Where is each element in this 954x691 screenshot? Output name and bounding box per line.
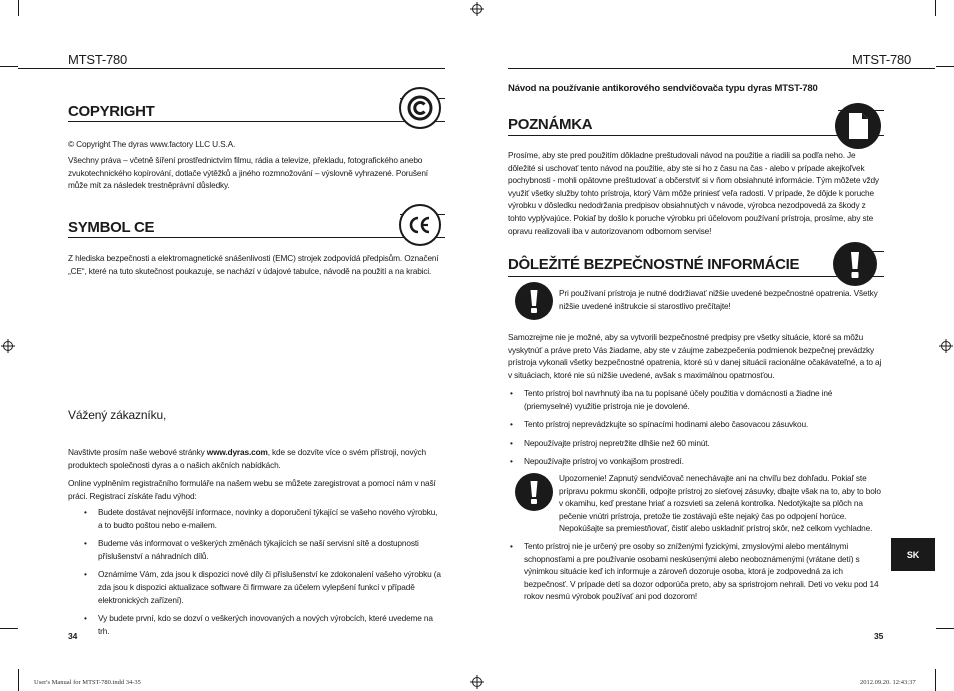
website-link[interactable]: www.dyras.com: [206, 447, 268, 457]
list-item: • Tento prístroj neprevádzkujte so spínacími hodinami alebo časovacou zásuvkou.: [510, 418, 882, 431]
registration-mark-icon: [1, 339, 15, 353]
registration-mark-icon: [470, 675, 484, 689]
registration-paragraph: Online vyplněním registračního formuláře na našem webu se můžete zaregistrovat a pomocí nám v naší práci. Registrací získáte řadu výhod:: [68, 478, 436, 501]
safety-title: DÔLEŽITÉ BEZPEČNOSTNÉ INFORMÁCIE: [508, 256, 800, 273]
list-item: • Nepoužívajte prístroj nepretržite dlhšie než 60 minút.: [510, 437, 882, 450]
list-item: • Vy budete první, kdo se dozví o veškerých inovovaných a nových výrobcích, které uvedeme na trh.: [84, 612, 442, 637]
safety-warning-2: Upozornenie! Zapnutý sendvičovač nenechávajte ani na chvíľu bez dohľadu. Pokiaľ ste prípravu pokrmu skončili, odpojte prístroj zo sieťovej zásuvky, dbajte však na to, aby to bolo v okamihu, keď prestane hriať a rozsvieti sa zelená kontrolka. Nedotýkajte sa plôch na pečenie vnútri prístroja, pretože tie zostávajú ešte nejaký čas po odpojení horúce. Nepokúšajte sa premiestňovať, čistiť alebo uskladniť prístroj skôr, než celkom vychladne.: [559, 473, 881, 534]
page-number: 34: [68, 631, 78, 641]
copyright-line: © Copyright The dyras www.factory LLC U.S.A.: [68, 139, 236, 149]
list-item: • Budeme vás informovat o veškerých změnách týkajících se naší servisní sítě a dostupnosti příslušenství a náhradních dílů.: [84, 537, 442, 562]
website-text-pre: Navštivte prosím naše webové stránky: [68, 447, 207, 457]
model-label: MTST-780: [68, 52, 128, 67]
copyright-paragraph: Všechny práva – včetně šíření prostřednictvím filmu, rádia a televize, překladu, fotografického anebo zvukotechnického kopírování, dotlače výtěžků a jiného rozmnožování – výslovně vyhrazené. Porušení může mít za následek trestněprávní důsledky.: [68, 155, 428, 191]
document-icon: [835, 103, 881, 149]
website-text-post: , kde se dozvíte více o svém přístroji, nových produktech společnosti dyras a o našich akčních nabídkách.: [68, 447, 426, 470]
document-title: Návod na používanie antikorového sendvičovača typu dyras MTST-780: [508, 83, 818, 94]
exclamation-icon: [833, 242, 877, 286]
website-paragraph: [68, 446, 444, 471]
note-title: POZNÁMKA: [508, 116, 593, 133]
ce-paragraph: Z hlediska bezpečnosti a elektromagnetické snášenlivosti (EMC) strojek zodpovídá předpisům. Označení „CE“, které na tuto skutečnost poukazuje, se nachází v údajové tabulce, návodě na použití a na krabici.: [68, 253, 439, 276]
list-item: • Nepoužívajte prístroj vo vonkajšom prostredí.: [510, 455, 882, 468]
list-item: • Tento prístroj bol navrhnutý iba na tu popísané účely použitia v domácnosti a žiadne iné (priemyselné) využitie prístroja nie je dovolené.: [510, 387, 882, 412]
registration-mark-icon: [939, 339, 953, 353]
safety-list-2: [510, 540, 884, 609]
list-item: • Tento prístroj nie je určený pre osoby so zníženými fyzickými, zmyslovými alebo mentálnymi schopnosťami a pre používanie osobami neskúsenými alebo neoboznámenými (vrátane detí) s výnimkou situácie keď ich informuje a zároveň dozoruje osoba, ktorá je zodpovedná za ich bezpečnosť. V prípade detí sa dozor odporúča preto, aby sa spristrojom nehrali. Deti vo veku pod 14 rokov nesmú výrobok používať ani pod dozorom!: [510, 540, 884, 603]
language-tab: SK: [891, 538, 935, 571]
registration-mark-icon: [470, 2, 484, 16]
list-item: • Budete dostávat nejnovější informace, novinky a doporučení týkající se vašeho nového výrobku, a to budto poštou nebo e-mailem.: [84, 506, 442, 531]
footer-date: 2012.09.20. 12:43:37: [860, 679, 916, 686]
exclamation-icon: [515, 282, 553, 320]
ce-mark-icon: [399, 204, 441, 246]
ce-title: SYMBOL CE: [68, 219, 155, 236]
safety-list: [510, 387, 882, 474]
copyright-title: COPYRIGHT: [68, 103, 155, 120]
safety-paragraph: Samozrejme nie je možné, aby sa vytvorili bezpečnostné predpisy pre všetky situácie, ktoré sa môžu vyskytnúť a práve preto Vás žiadame, aby ste v záujme zabezpečenia podmienok bezpečnej prevádzky prístroja vykonali všetky bezpečnostné opatrenia, ktoré sú v danej situácii racionálne očakávateľné, a to aj v situáciach, ktoré nie sú nižšie uvedené, avšak s maximálnou opatrnosťou.: [508, 332, 882, 380]
benefits-list: [84, 506, 442, 643]
customer-salutation: Vážený zákazníku,: [68, 408, 167, 422]
model-label: MTST-780: [852, 52, 912, 67]
safety-warning-1: Pri používaní prístroja je nutné dodržiavať nižšie uvedené bezpečnostné opatrenia. Všetky nižšie uvedené inštrukcie si starostlivo prečítajte!: [559, 288, 878, 311]
footer-file: User's Manual for MTST-780.indd 34-35: [34, 679, 141, 686]
list-item: • Oznámíme Vám, zda jsou k dispozici nové díly či příslušenství ke zdokonalení vašeho výrobku (a zda jsou k dispozici aktualizace software či firmware za účelem vylepšení funkcí v případě elektronických zařízení).: [84, 568, 442, 606]
page-number: 35: [874, 631, 884, 641]
note-paragraph: Prosíme, aby ste pred použitím dôkladne preštudovali návod na použitie a riadili sa podľa neho. Je dôležité si uschovať tento návod na použitie, aby ste si ho z času na čas - alebo v prípade akejkoľvek pochybnosti - mohli opätovne preštudovať a občerstviť si v ňom obsiahnuté informácie. Tým môžete vždy využiť všetky služby tohto prístroja, ktorý Vám môže priniesť veľa radosti. V prípade, že dôjde k poruche výrobku v dôsledku nedodržania predpisov obsiahnutých v návode, výrobca nezodpovedá za škody z tohto vyplývajúce. Pokiaľ by došlo k poruche výrobku pri účelovom používaní prístroja, prosíme, aby ste opravu realizovali iba v autorizovanom odbornom servise!: [508, 150, 879, 236]
copyright-icon: [399, 87, 441, 129]
exclamation-icon: [515, 473, 553, 511]
